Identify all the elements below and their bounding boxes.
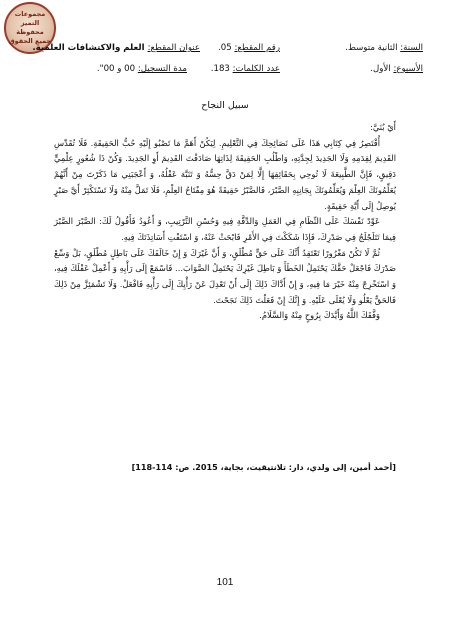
stamp-text-3: محفوظة [16,28,44,36]
stamp-text-2: التميز [20,19,40,27]
paragraph-1: أُقْتَصِرُ فِي كِتَابِي هَذَا عَلَى نَصَائِحِكَ فِي التَّعْلِيمِ. لِيَكُنْ أَهَمَّ مَا تَصْبُو إِلَيْهِ حُبُّ الحَقِيقَةِ. فَلَا تُقَدِّسِ القَدِيمَ لِقِدَمِهِ وَلَا الجَدِيدَ لِجِدَّتِهِ، وَاطْلُبِ الحَقِيقَةَ لِذَاتِهَا صَادَفْتَ القَدِيمَ أَوِ الجَدِيدَ. وَكُنْ ذَا شُعُورٍ عِلْمِيٍّ دَقِيقٍ، فَإِنَّ الطَّبِيعَةَ لَا تُوحِي بِحَقَائِقِهَا إِلَّا لِمَنْ دَقَّ حِسُّهُ وَ تَنَبَّهَ عَقْلُهُ، وَ أَعْجَبَنِي مَا ذَكَرْتَ مِنْ أَنَّهُمْ يُعَلِّمُونَكَ العِلْمَ وَيُعَلِّمُونَكَ بِجَانِبِهِ الصَّبْرَ، فَالصَّبْرُ حَقِيقَةً هُوَ مِفْتَاحُ العِلْمِ، فَلَا تَمَلَّ مِنْهُ وَلَا تَسْتَكْثِرْ أَيَّ صَبْرٍ يُوصِلُ إِلَى أَيَّةِ حَقِيقَةٍ. [54,137,396,211]
paragraph-3: ثُمَّ لَا تَكُنْ مَغْرُورًا تَعْتَقِدُ أَنَّكَ عَلَى حَقٍّ مُطْلَقٍ، وَ أَنَّ غَيْرَكَ وَ إِنْ خَالَفَكَ عَلَى بَاطِلٍ مُطْلَقٍ، بَلْ وَسِّعْ صَدْرَكَ فَاجْعَلْ حَقَّكَ يَحْتَمِلُ الخَطَأَ وَ بَاطِلَ غَيْرِكَ يَحْتَمِلُ الصَّوَابَ... فَاسْمَعْ إِلَى رَأْيِهِ وَ أَعْمِلْ عَقْلَكَ فِيهِ، وَ اسْتَخْرِجْ مِنْهُ خَيْرَ مَا فِيهِ، وَ إِنْ أَدَّاكَ ذَلِكَ إِلَى أَنْ تَعْدِلَ عَنْ رَأْيِكَ إِلَى رَأْيِهِ فَافْعَلْ. وَلَا تَشْمَئِزَّ مِنْ ذَلِكَ فَالحَقُّ يَعْلُو وَلَا يُعْلَى عَلَيْهِ. وَ إِنَّكَ إِنْ فَعَلْتَ ذَلِكَ نَجَحْتَ. [54,247,396,305]
level-info [345,43,423,53]
closing-line: وَفَّقَكَ اللَّهُ وَأَيَّدَكَ بِرُوحٍ مِنْهُ وَالسَّلَامُ. [259,310,380,321]
passage-title-info [32,43,200,53]
text-title: سبيل النجاح [201,100,249,111]
source-citation: [أحمد أمين، إلى ولدي، دار: تلانتيقيت، بجاية، 2015. ص: 114-118] [131,462,396,472]
word-count-info [211,64,280,74]
level-value: الثانية متوسط. [345,43,401,53]
stamp-text-1: مجموعات [14,10,46,18]
passage-number-label: رقم المقطع: [234,43,280,53]
passage-number-info [218,43,280,53]
duration-label: مدة التسجيل: [137,64,187,74]
word-count-value: 183. [210,64,233,74]
passage-title-label: عنوان المقطع: [147,43,200,53]
week-label: الأسبوع: [393,64,423,74]
stamp-text-4: جميع الحقوق [8,37,52,45]
word-count-label: عدد الكلمات: [232,64,280,74]
level-label: السنة: [400,43,423,53]
passage-number-value: 05. [218,43,235,53]
week-value: الأول. [370,64,394,74]
salutation: أَيْ بُنَيَّ: [370,122,396,132]
page-number: 101 [216,577,234,588]
week-info [370,64,423,74]
passage-title-value: العلم والاكتشافات العلمية. [32,43,148,53]
reading-passage [54,120,396,324]
duration-info [97,64,187,74]
duration-value: 00 و 00". [96,64,138,74]
paragraph-2: عَوِّدْ نَفْسَكَ عَلَى النِّظَامِ فِي العَمَلِ وَالدِّقَّةِ فِيهِ وَحُسْنِ التَّرْتِيبِ، وَ أَعُودُ فَأَقُولُ لَكَ: الصَّبْرَ الصَّبْرَ فِيمَا تَتَلَجْلَجُ فِي صَدْرِكَ، فَإِذَا شَكَكْتَ فِي الأَمْرِ فَابْحَثْ عَنْهُ، وَ اسْتَفْتِ أَسَاتِذَتَكَ فِيهِ. [54,216,396,242]
